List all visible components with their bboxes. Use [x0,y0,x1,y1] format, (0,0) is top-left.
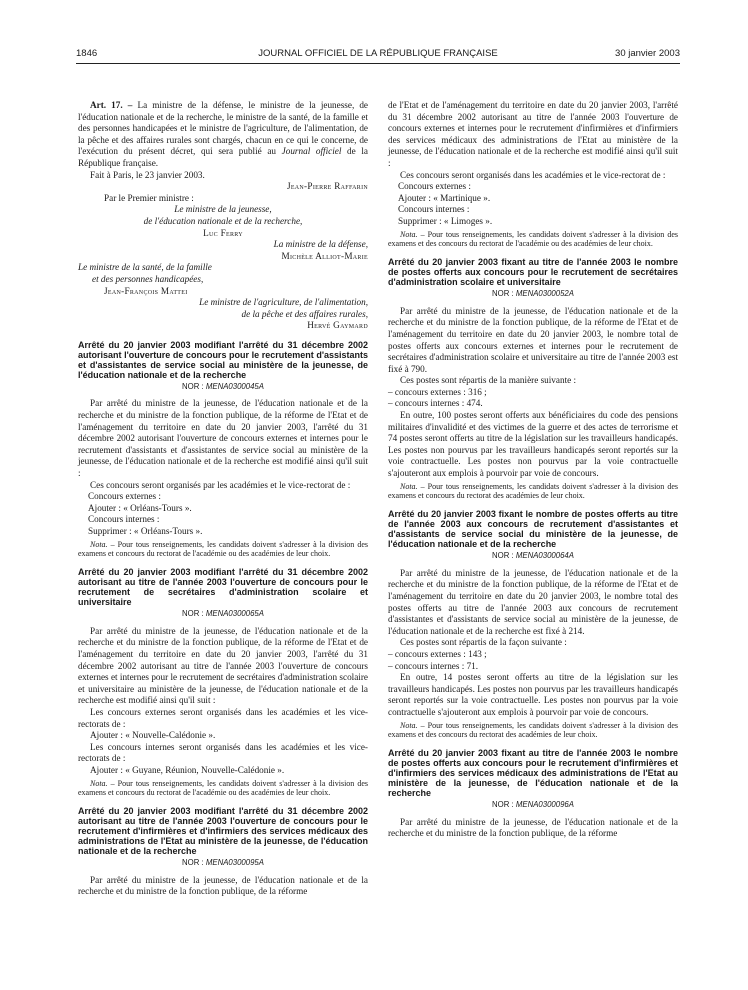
signature-par: Par le Premier ministre : [104,192,194,203]
list-item: – concours internes : 474. [388,398,483,409]
nota: Nota. – Pour tous renseignements, les candidats doivent s'adresser à la division des examens et des concours du rectorat des académies de leur choix. [388,720,679,740]
signature-pm: Jean-Pierre Raffarin [286,181,368,192]
paragraph: Par arrêté du ministre de la jeunesse, de l'éducation nationale et de la recherche et du ministre de la fonction publique, de la réforme de l'Etat et de l'aménagement du territoire en date du 20 janvier 2003, le nombre total des postes offerts au titre de l'année 2003 aux concours de recrutement d'assistantes et d'assistants de service social au ministère de la jeunesse, de l'éducation nationale et de la recherche est fixé à 214. [388,567,678,636]
signature-title: Le ministre de la santé, de la famille [78,262,212,273]
list-item: – concours externes : 316 ; [388,386,487,397]
list-item: Concours externes : [398,181,471,192]
paragraph: En outre, 100 postes seront offerts aux bénéficiaires du code des pensions militaires d'invalidité et des victimes de la guerre et des actes de terrorisme et 74 postes seront offerts au titre de la législation sur les travailleurs handicapés. Les postes non pourvus par les travailleurs handicapés seront reportés sur la voie contractuelle. Les postes non pourvus par la voie contractuelle s'ajouteront aux emplois à pourvoir par voie de concours. [388,410,678,479]
paragraph: Par arrêté du ministre de la jeunesse, de l'éducation nationale et de la recherche et du ministre de la fonction publique, de la réforme de l'Etat et de l'aménagement du territoire en date du 20 janvier 2003, l'arrêté du 31 décembre 2002 autorisant au titre de l'année 2003 l'ouverture de concours externes et internes pour le recrutement de secrétaires d'administration scolaire et universitaire au ministère de la jeunesse, de l'éducation nationale et de la recherche est modifié ainsi qu'il suit : [78,625,368,706]
paragraph: Les concours externes seront organisés dans les académies et les vice-rectorats de : [78,706,368,729]
nor-reference: NOR : MENA0300052A [492,289,574,299]
list-item: – concours internes : 71. [388,660,479,671]
signature-title: de l'éducation nationale et de la recherche, [143,215,303,226]
list-item: Ajouter : « Martinique ». [398,192,491,203]
list-item: – concours externes : 143 ; [388,648,487,659]
signature-name: Luc Ferry [203,227,243,238]
nota: Nota. – Pour tous renseignements, les candidats doivent s'adresser à la division des examens et concours du rectorat des académies de leur choix. [388,481,679,501]
list-item: Supprimer : « Limoges ». [398,215,493,226]
paragraph: Les concours internes seront organisés dans les académies et les vice-rectorats de : [78,741,368,764]
paragraph: Ces concours seront organisés par les académies et le vice-rectorat de : [90,479,351,490]
arrete-title: Arrêté du 20 janvier 2003 fixant le nombre de postes offerts au titre de l'année 2003 aux concours de recrutement d'assistantes et d'assistants de service social du ministère de la jeunesse, de l'éducation nationale et de la recherche [388,509,678,550]
list-item: Concours internes : [398,204,470,215]
paragraph: Ajouter : « Nouvelle-Calédonie ». [90,730,216,741]
nor-reference: NOR : MENA0300045A [182,381,264,391]
nota: Nota. – Pour tous renseignements, les candidats doivent s'adresser à la division des examens et concours du rectorat de l'académie ou des académies de leur choix. [78,539,369,559]
left-column [78,100,368,898]
signature-title: La ministre de la défense, [273,239,368,250]
paragraph: En outre, 14 postes seront offerts au titre de la législation sur les travailleurs handicapés. Les postes non pourvus par les travailleurs handicapés seront reportés sur la voie contractuelle. Les postes non pourvus par la voie contractuelle s'ajouteront aux emplois à pourvoir par voie de concours. [388,672,678,717]
issue-date: 30 janvier 2003 [615,48,680,59]
paragraph: de l'Etat et de l'aménagement du territoire en date du 20 janvier 2003, l'arrêté du 31 décembre 2002 autorisant au titre de l'année 2003 l'ouverture de concours externes et internes pour le recrutement d'infirmières et d'infirmiers des services médicaux des administrations de l'Etat au ministère de la jeunesse, de l'éducation nationale et de la recherche est modifié ainsi qu'il suit : [388,100,678,168]
arrete-title: Arrêté du 20 janvier 2003 fixant au titre de l'année 2003 le nombre de postes offerts aux concours pour le recrutement de secrétaires d'administration scolaire et universitaire [388,257,678,288]
nota: Nota. – Pour tous renseignements, les candidats doivent s'adresser à la division des examens et concours du rectorat de l'académie ou des académies de leur choix. [78,778,369,798]
nor-reference: NOR : MENA0300064A [492,551,574,561]
list-item: Ajouter : « Orléans-Tours ». [88,502,192,513]
nor-reference: NOR : MENA0300096A [492,800,574,810]
page-header [76,48,680,62]
signature-title: de la pêche et des affaires rurales, [241,308,368,319]
paragraph: Ces postes sont répartis de la manière suivante : [400,375,577,386]
paragraph: Ajouter : « Guyane, Réunion, Nouvelle-Calédonie ». [90,764,285,775]
signature-name: Hervé Gaymard [307,320,368,331]
page-number: 1846 [76,48,98,59]
signature-name: Jean-François Mattei [104,285,188,296]
signature-title: Le ministre de l'agriculture, de l'alimentation, [199,297,368,308]
journal-title: JOURNAL OFFICIEL DE LA RÉPUBLIQUE FRANÇAISE [258,48,498,59]
paragraph: Par arrêté du ministre de la jeunesse, de l'éducation nationale et de la recherche et du ministre de la fonction publique, de la réforme [78,874,368,897]
list-item: Concours internes : [88,514,160,525]
list-item: Concours externes : [88,491,161,502]
paragraph: Par arrêté du ministre de la jeunesse, de l'éducation nationale et de la recherche et du ministre de la fonction publique, de la réforme de l'Etat et de l'aménagement du territoire en date du 20 janvier 2003, l'arrêté du 31 décembre 2002 autorisant l'ouverture de concours externes et internes pour le recrutement d'assistants et d'assistantes de service social au ministère de la jeunesse, de l'éducation nationale et de la recherche est modifié ainsi qu'il suit : [78,398,368,479]
arrete-title: Arrêté du 20 janvier 2003 fixant au titre de l'année 2003 le nombre de postes offerts aux concours pour le recrutement d'infirmières et d'infirmiers des services médicaux des administrations de l'Etat au ministère de la jeunesse, de l'éducation nationale et de la recherche [388,748,678,799]
nor-reference: NOR : MENA0300095A [182,858,264,868]
arrete-title: Arrêté du 20 janvier 2003 modifiant l'arrêté du 31 décembre 2002 autorisant au titre de l'année 2003 l'ouverture de concours pour le recrutement de secrétaires d'administration scolaire et universitaire [78,567,368,608]
fait-a-paris: Fait à Paris, le 23 janvier 2003. [90,169,205,180]
paragraph: Ces concours seront organisés dans les académies et le vice-rectorat de : [400,169,666,180]
header-rule [76,63,680,64]
paragraph: Ces postes sont répartis de la façon suivante : [400,637,567,648]
signature-name: Michèle Alliot-Marie [281,250,368,261]
article-17: Art. 17. – La ministre de la défense, le ministre de la jeunesse, de l'éducation nationale et de la recherche, le ministre de la santé, de la famille et des personnes handicapées et le ministre de l'agriculture, de l'alimentation, de la pêche et des affaires rurales sont chargés, chacun en ce qui le concerne, de l'exécution du présent décret, qui sera publié au Journal officiel de la République française. [78,100,369,168]
nota: Nota. – Pour tous renseignements, les candidats doivent s'adresser à la division des examens et des concours du rectorat de l'académie ou des académies de leur choix. [388,229,679,249]
arrete-title: Arrêté du 20 janvier 2003 modifiant l'arrêté du 31 décembre 2002 autorisant l'ouverture de concours pour le recrutement d'assistants et d'assistantes de service social au ministère de la jeunesse, de l'éducation nationale et de la recherche [78,339,368,380]
right-column [388,100,678,840]
signature-title: Le ministre de la jeunesse, [174,204,272,215]
nor-reference: NOR : MENA0300065A [182,609,264,619]
paragraph: Par arrêté du ministre de la jeunesse, de l'éducation nationale et de la recherche et du ministre de la fonction publique, de la réforme [388,816,678,839]
arrete-title: Arrêté du 20 janvier 2003 modifiant l'arrêté du 31 décembre 2002 autorisant au titre de l'année 2003 l'ouverture de concours pour le recrutement d'infirmières et d'infirmiers des services médicaux des administrations de l'Etat au ministère de la jeunesse, de l'éducation nationale et de la recherche [78,806,368,857]
signature-title: et des personnes handicapées, [92,273,204,284]
paragraph: Par arrêté du ministre de la jeunesse, de l'éducation nationale et de la recherche et du ministre de la fonction publique, de la réforme de l'Etat et de l'aménagement du territoire en date du 20 janvier 2003, le nombre total de postes offerts aux concours externes et internes pour le recrutement de secrétaires d'administration scolaire et universitaire au titre de l'année 2003 est fixé à 790. [388,305,678,374]
list-item: Supprimer : « Orléans-Tours ». [88,526,203,536]
